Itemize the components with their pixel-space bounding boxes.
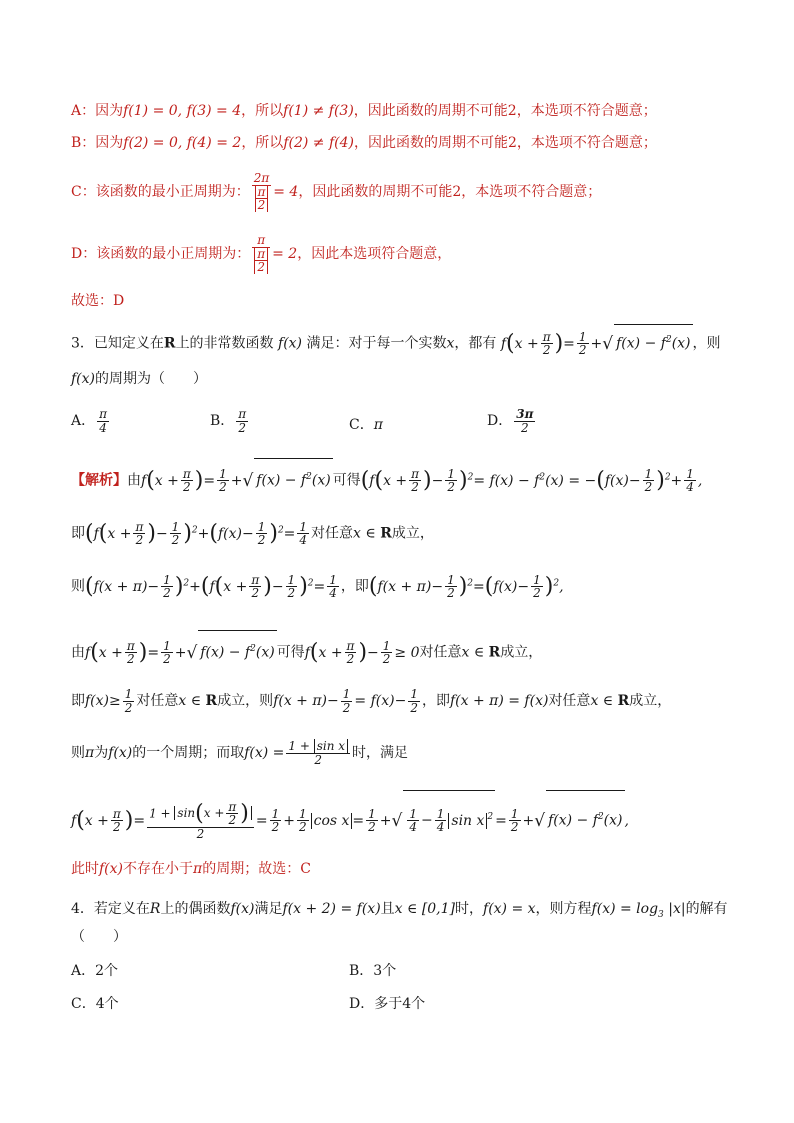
solution-option-c: C：该函数的最小正周期为： $\frac{2\pi}{\frac{\pi}{2}}$ = 4，因此函数的周期不可能2，本选项不符合题意； (71, 171, 602, 213)
q3-option-a[interactable]: A． $\frac{\pi}{4}$ (71, 407, 108, 435)
q4-option-a[interactable]: A．2个 (71, 963, 119, 979)
q3-option-b[interactable]: B． $\frac{\pi}{2}$ (210, 407, 247, 435)
analysis-tag: 【解析】 (71, 472, 127, 489)
analysis-line-5: 即f(x)≥ $\frac{1}{2}$ 对任意x ∈ R成立，则f(x + π)− $\frac{1}{2}$ = f(x)− $\frac{1}{2}$ ，即f(x + π) = f(x)对任意x ∈ R成立， (71, 686, 672, 715)
analysis-conclusion: 此时f(x)不存在小于π的周期；故选：C (71, 861, 311, 877)
condition-b: f(2) = 0, f(4) = 2 (123, 135, 242, 151)
solution-option-d: D：该函数的最小正周期为： $\frac{\pi}{\frac{\pi}{2}}$ = 2，因此本选项符合题意， (71, 233, 452, 275)
question-3-stem: 3．已知定义在R上的非常数函数 f(x) 满足：对于每一个实数x，都有 f(x + $\frac{\pi}{2}$ )= $\frac{1}{2}$ +√ $f(x) - f^2(x)$ ，则 (71, 324, 754, 359)
question-4-stem: 4．若定义在R上的偶函数f(x)满足f(x + 2) = f(x)且x ∈ [0,1]时，f(x) = x，则方程$f(x) = \log_3 |x|$的解有 (71, 901, 728, 920)
condition-a: f(1) = 0, f(3) = 4 (123, 103, 242, 119)
q4-option-b[interactable]: B．3个 (349, 963, 397, 979)
inequality-b: f(2) ≠ f(4) (283, 135, 354, 151)
period-formula-c: $\frac{2\pi}{\frac{\pi}{2}}$ = 4 (253, 171, 299, 213)
inequality-a: f(1) ≠ f(3) (283, 103, 354, 119)
q3-option-d[interactable]: D． $\frac{3\pi}{2}$ (487, 407, 534, 435)
q3-option-c[interactable]: C．π (349, 417, 383, 433)
analysis-line-1: 【解析】由f(x + $\frac{\pi}{2}$ )= $\frac{1}{2}$ +√ $f(x) - f^2(x)$ 可得(f(x + $\frac{\pi}{2}$ )− $\frac{1}{2}$ )$^2= f(x) - f^2(x) = -(f(x)-$ $\frac{1}{2}$ )$^2$+ $\frac{1}{4}$ , (71, 458, 754, 499)
analysis-line-2: 即(f(x + $\frac{\pi}{2}$ )− $\frac{1}{2}$ )$^2$+(f(x)− $\frac{1}{2}$ )$^2$= $\frac{1}{4}$ 对任意x ∈ R成立， (71, 519, 434, 548)
q4-option-d[interactable]: D．多于4个 (349, 996, 426, 1012)
analysis-line-4: 由f(x + $\frac{\pi}{2}$ )= $\frac{1}{2}$ +√ $f(x) - f^2(x)$ 可得f(x + $\frac{\pi}{2}$ )− $\frac{1}{2}$ ≥ 0对任意x ∈ R成立， (71, 630, 754, 671)
period-formula-d: $\frac{\pi}{\frac{\pi}{2}}$ = 2 (250, 246, 297, 262)
solution-option-b: B：因为f(2) = 0, f(4) = 2，所以f(2) ≠ f(4)，因此函数的周期不可能2，本选项不符合题意； (71, 135, 657, 151)
analysis-line-3: 则(f(x + π)− $\frac{1}{2}$ )$^2$+(f(x + $\frac{\pi}{2}$ )− $\frac{1}{2}$ )$^2$= $\frac{1}{4}$ ，即(f(x + π)− $\frac{1}{2}$ )$^2$=(f(x)− $\frac{1}{2}$ )$^2$, (71, 572, 564, 601)
answer-line: 故选：D (71, 293, 125, 309)
question-3-stem-cont: f(x)的周期为（ ） (71, 371, 208, 387)
solution-option-a: A：因为f(1) = 0, f(3) = 4，所以f(1) ≠ f(3)，因此函数的周期不可能2，本选项不符合题意； (71, 103, 657, 119)
question-4-paren: （ ） (71, 929, 127, 945)
functional-equation: f(x + $\frac{\pi}{2}$ )= $\frac{1}{2}$ +√ $f(x) - f^2(x)$ (501, 336, 693, 352)
analysis-line-6: 则π为f(x)的一个周期；而取f(x) = $\frac{\text{1 + sin x}}{2}$ 时，满足 (71, 738, 409, 767)
analysis-line-7: f(x + $\frac{\pi}{2}$ )= 1 + sin(x + $\frac{\pi}{2}$ ) 2 = $\frac{1}{2}$ + $\frac{1}{2}$ cos x = $\frac{1}{2}$ +√ $\frac{1}{4}$ − $\frac{1}{4}$ sin x $^2$ = $\frac{1}{2}$ +√ $f(x) - f^2(x)$ , (71, 790, 754, 847)
q4-option-c[interactable]: C．4个 (71, 996, 119, 1012)
